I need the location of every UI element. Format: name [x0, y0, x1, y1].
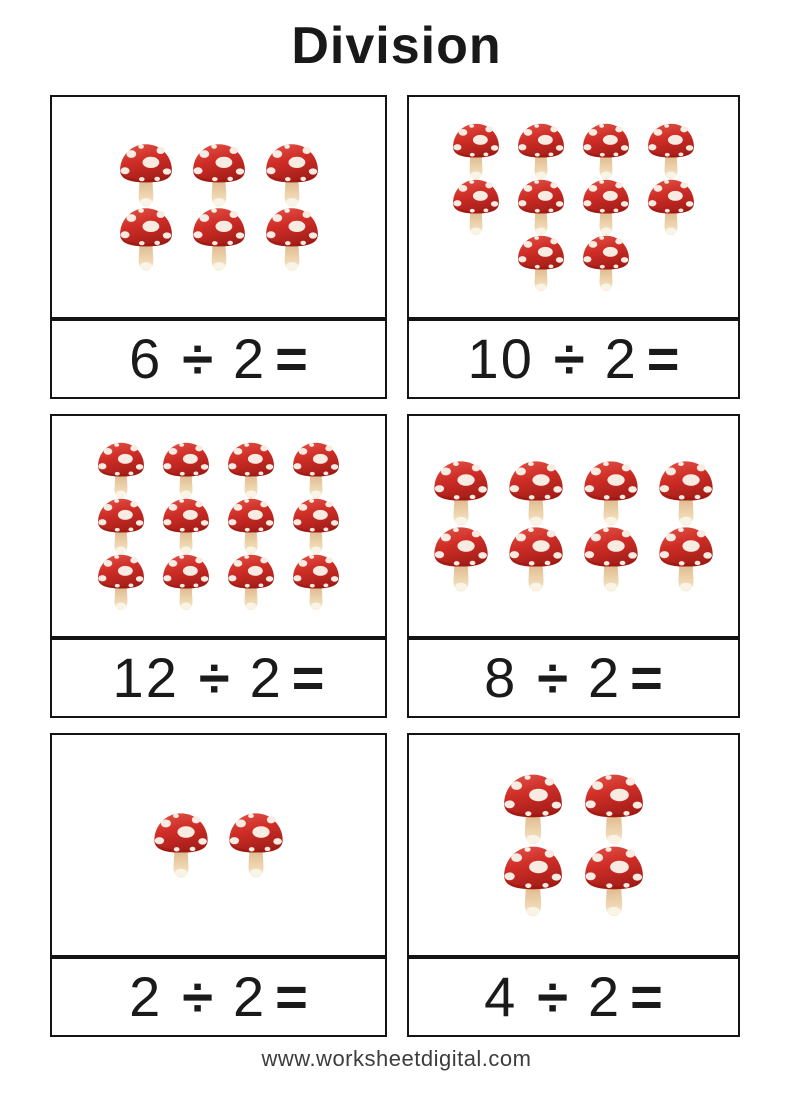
mushroom-icon — [220, 809, 292, 881]
equals-sign: = — [646, 327, 680, 390]
mushroom-icon — [184, 204, 254, 274]
mushroom-icon — [220, 495, 282, 557]
mushroom-icon — [425, 457, 497, 529]
mushroom-icon — [575, 770, 653, 848]
equation — [407, 957, 740, 1037]
equation — [50, 957, 387, 1037]
dividend: 8 — [484, 646, 518, 709]
divisor: 2 — [233, 965, 267, 1028]
mushroom-row — [90, 551, 347, 613]
division-card — [407, 95, 740, 399]
divisor: 2 — [588, 646, 622, 709]
equals-sign: = — [630, 646, 663, 709]
mushroom-icon — [111, 140, 181, 210]
divisor: 2 — [249, 646, 283, 709]
mushroom-row — [90, 495, 347, 557]
mushroom-row — [445, 176, 702, 238]
mushroom-row — [494, 842, 653, 920]
equation — [50, 319, 387, 399]
mushroom-row — [445, 120, 702, 182]
mushroom-icon — [494, 770, 572, 848]
division-card — [407, 414, 740, 718]
division-card — [50, 733, 387, 1037]
equation — [407, 638, 740, 718]
divide-sign: ÷ — [537, 646, 569, 709]
mushroom-group — [407, 95, 740, 319]
mushroom-icon — [500, 523, 572, 595]
mushroom-icon — [494, 842, 572, 920]
mushroom-row — [111, 140, 327, 210]
mushroom-icon — [285, 551, 347, 613]
dividend: 2 — [129, 965, 163, 1028]
mushroom-icon — [155, 439, 217, 501]
mushroom-icon — [575, 232, 637, 294]
mushroom-icon — [257, 140, 327, 210]
divisor: 2 — [233, 327, 267, 390]
mushroom-icon — [425, 523, 497, 595]
mushroom-icon — [90, 495, 152, 557]
mushroom-icon — [575, 176, 637, 238]
website-url: www.worksheetdigital.com — [261, 1046, 532, 1071]
equation — [407, 319, 740, 399]
mushroom-group — [50, 95, 387, 319]
mushroom-icon — [575, 842, 653, 920]
mushroom-icon — [575, 523, 647, 595]
dividend: 6 — [129, 327, 163, 390]
mushroom-icon — [510, 120, 572, 182]
division-card — [50, 95, 387, 399]
mushroom-group — [407, 733, 740, 957]
equals-sign: = — [275, 965, 308, 1028]
mushroom-group — [50, 414, 387, 638]
mushroom-group — [407, 414, 740, 638]
mushroom-icon — [145, 809, 217, 881]
mushroom-icon — [90, 551, 152, 613]
dividend: 10 — [467, 327, 534, 390]
mushroom-row — [425, 523, 722, 595]
divisor: 2 — [604, 327, 638, 390]
mushroom-icon — [155, 495, 217, 557]
divide-sign: ÷ — [182, 327, 214, 390]
equals-sign: = — [630, 965, 663, 1028]
mushroom-icon — [285, 439, 347, 501]
page-title: Division — [291, 17, 502, 75]
mushroom-icon — [575, 120, 637, 182]
mushroom-row — [111, 204, 327, 274]
equals-sign: = — [275, 327, 308, 390]
mushroom-icon — [155, 551, 217, 613]
equation — [50, 638, 387, 718]
equals-sign: = — [291, 646, 325, 709]
mushroom-row — [90, 439, 347, 501]
mushroom-icon — [445, 176, 507, 238]
card-grid — [50, 95, 740, 1037]
mushroom-icon — [650, 523, 722, 595]
mushroom-icon — [650, 457, 722, 529]
mushroom-icon — [220, 439, 282, 501]
mushroom-icon — [220, 551, 282, 613]
mushroom-icon — [575, 457, 647, 529]
division-card — [407, 733, 740, 1037]
mushroom-icon — [510, 176, 572, 238]
division-card — [50, 414, 387, 718]
mushroom-icon — [257, 204, 327, 274]
mushroom-icon — [640, 120, 702, 182]
mushroom-row — [145, 809, 292, 881]
divide-sign: ÷ — [537, 965, 569, 1028]
mushroom-icon — [111, 204, 181, 274]
mushroom-icon — [500, 457, 572, 529]
mushroom-icon — [90, 439, 152, 501]
divide-sign: ÷ — [553, 327, 585, 390]
dividend: 4 — [484, 965, 518, 1028]
divide-sign: ÷ — [182, 965, 214, 1028]
mushroom-group — [50, 733, 387, 957]
mushroom-row — [494, 770, 653, 848]
mushroom-icon — [640, 176, 702, 238]
mushroom-icon — [445, 120, 507, 182]
mushroom-icon — [285, 495, 347, 557]
mushroom-icon — [184, 140, 254, 210]
mushroom-row — [425, 457, 722, 529]
mushroom-row — [510, 232, 637, 294]
divide-sign: ÷ — [198, 646, 230, 709]
mushroom-icon — [510, 232, 572, 294]
dividend: 12 — [112, 646, 179, 709]
divisor: 2 — [588, 965, 622, 1028]
